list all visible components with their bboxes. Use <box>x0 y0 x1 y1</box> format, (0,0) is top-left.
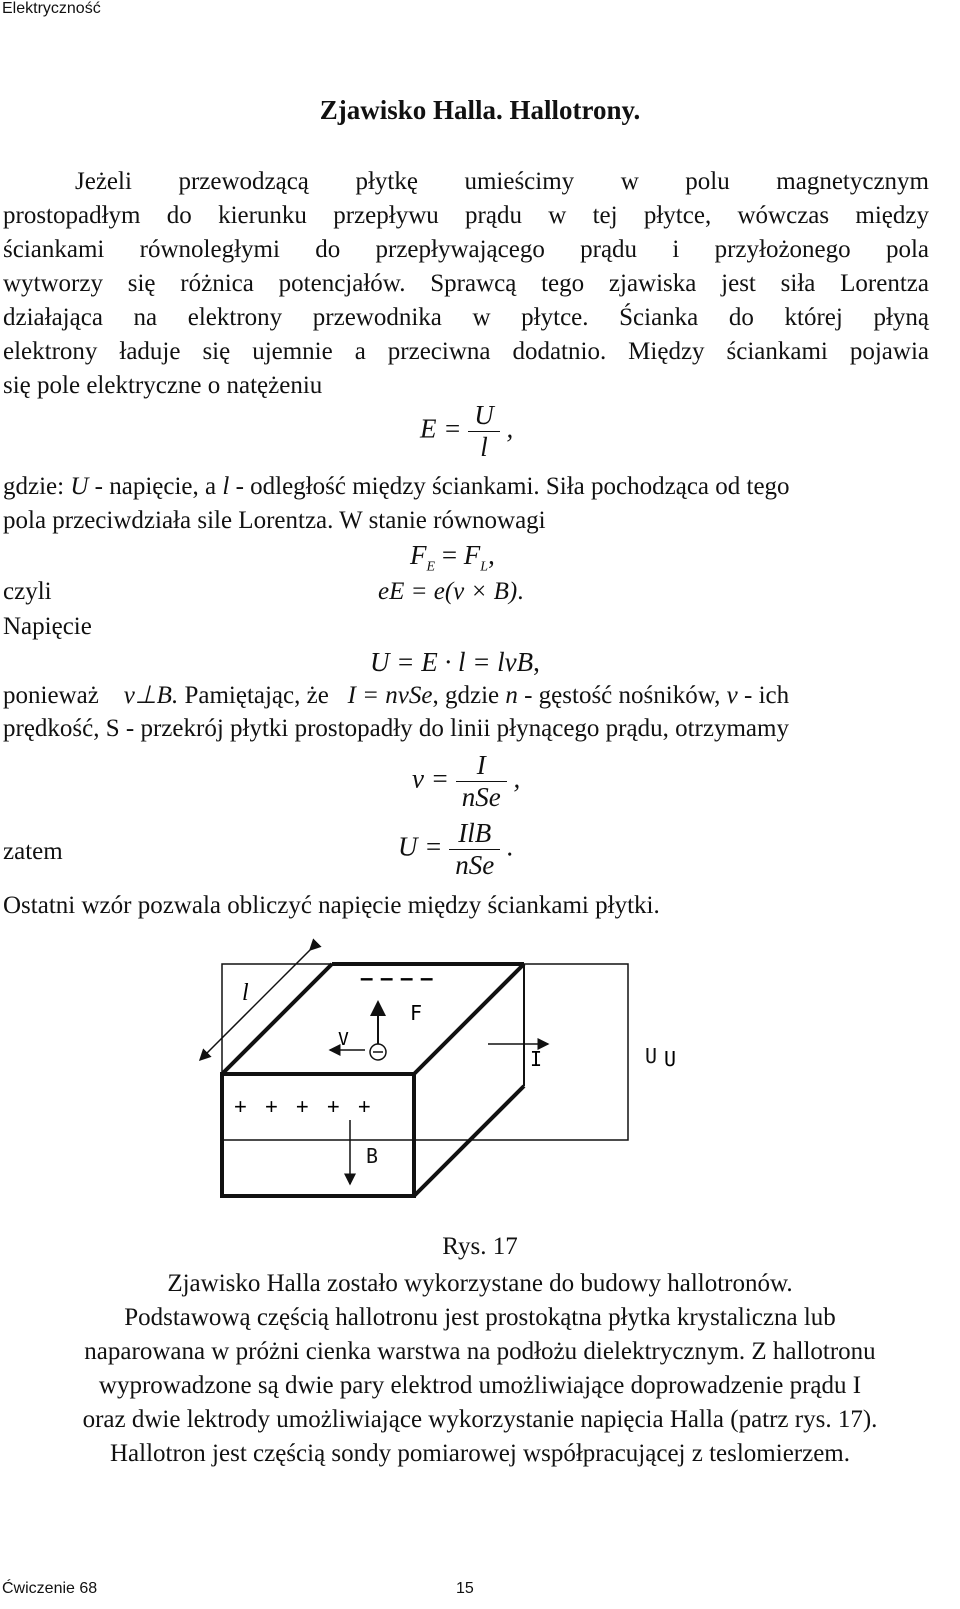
figure-caption: Rys. 17 <box>442 1233 518 1260</box>
formula-text: U = E · l = lvB <box>370 647 534 677</box>
equals-sign: = <box>435 540 464 570</box>
formula-lhs: U = <box>398 831 443 862</box>
formula-lhs: E = <box>420 413 462 444</box>
zatem-label: zatem <box>3 838 63 865</box>
symbol-n: n <box>505 682 518 709</box>
footer-exercise: Ćwiczenie 68 <box>2 1580 98 1597</box>
formula-velocity <box>412 750 520 813</box>
edge <box>414 1086 524 1196</box>
perpendicular-relation: v⊥B. <box>123 682 179 709</box>
text-segment: Pamiętając, że <box>178 682 336 709</box>
formula-tail: . <box>506 831 514 862</box>
formula-tail: , <box>506 413 514 444</box>
text-segment: , gdzie <box>432 682 506 709</box>
symbol-U: U <box>70 473 89 500</box>
text-segment: - gęstość nośników, <box>517 682 727 709</box>
label-V: V <box>338 1029 349 1050</box>
formula-tail: , <box>488 540 495 570</box>
numerator: IlB <box>458 818 492 848</box>
formula-text: eE = e(v × B) <box>378 578 518 605</box>
text-line: wyprowadzone są dwie pary elektrod umożliwiające doprowadzenie prądu I <box>98 1372 862 1399</box>
text-segment: ponieważ <box>3 682 99 709</box>
text-line: pola przeciwdziała sile Lorentza. W stanie równowagi <box>3 507 546 534</box>
label-l: l <box>242 980 249 1006</box>
minus-signs: – – – – <box>360 965 434 992</box>
plus-signs: + + + + + <box>234 1094 371 1119</box>
czyli-label: czyli <box>3 578 52 605</box>
text-line: prostopadłym do kierunku przepływu prądu w tej płytce, wówczas między <box>3 202 929 229</box>
formula-hall-voltage <box>398 818 514 881</box>
hall-effect-diagram <box>170 940 677 1190</box>
symbol-F: F <box>463 540 481 570</box>
front-face <box>222 1074 414 1196</box>
page-number: 15 <box>456 1580 474 1597</box>
edge <box>222 964 332 1074</box>
label-I: I <box>530 1047 543 1071</box>
page-title: Zjawisko Halla. Hallotrony. <box>319 95 641 125</box>
subscript-E: E <box>426 559 436 575</box>
running-header: Elektryczność <box>2 0 101 17</box>
text-line: działająca na elektrony przewodnika w płytce. Ścianka do której płyną <box>3 304 929 331</box>
formula-voltage <box>370 647 540 678</box>
text-line: Jeżeli przewodzącą płytkę umieścimy w polu magnetycznym <box>75 168 929 195</box>
definition-line <box>3 473 790 501</box>
text-line: Ostatni wzór pozwala obliczyć napięcie między ściankami płytki. <box>3 892 660 919</box>
subscript-L: L <box>480 559 489 575</box>
fraction <box>449 818 500 881</box>
text-line: Zjawisko Halla zostało wykorzystane do budowy hallotronów. <box>167 1270 793 1297</box>
label-U: U <box>664 1047 677 1071</box>
symbol-v: v <box>726 682 738 709</box>
text-line: prędkość, S - przekrój płytki prostopadły do linii płynącego prądu, otrzymamy <box>3 715 789 742</box>
formula-tail: . <box>517 578 524 605</box>
numerator: U <box>474 400 494 430</box>
text-segment: - ich <box>737 682 790 709</box>
text-line: ściankami równoległymi do przepływającego prądu i przyłożonego pola <box>3 236 929 263</box>
text-line: oraz dwie lektrody umożliwiające wykorzystanie napięcia Halla (patrz rys. 17). <box>82 1406 878 1433</box>
text-line: naparowana w próżni cienka warstwa na podłożu dielektrycznym. Z hallotronu <box>84 1338 876 1365</box>
label-U-outside: U <box>645 1044 658 1068</box>
outro-paragraph <box>0 1267 960 1471</box>
formula-lhs: v = <box>412 763 449 794</box>
intro-paragraph <box>3 165 929 403</box>
text-segment: - odległość między ściankami. Siła pochodząca od tego <box>229 473 790 500</box>
formula-tail: , <box>533 647 540 677</box>
fraction <box>468 400 500 463</box>
symbol-l: l <box>222 473 230 500</box>
poniewaz-line <box>3 680 789 710</box>
label-F: F <box>410 1001 423 1025</box>
text-line: się pole elektryczne o natężeniu <box>3 372 323 399</box>
formula-electric-field <box>420 400 513 463</box>
formula-force-balance <box>410 540 495 575</box>
text-line: Hallotron jest częścią sondy pomiarowej współpracującej z teslomierzem. <box>109 1440 850 1467</box>
denominator: nSe <box>449 849 500 881</box>
symbol-F: F <box>410 540 427 570</box>
numerator: I <box>476 750 486 780</box>
formula-tail: , <box>513 763 521 794</box>
text-segment: gdzie: <box>3 473 71 500</box>
text-segment: - napięcie, a <box>88 473 223 500</box>
text-line: wytworzy się różnica potencjałów. Sprawcą tego zjawiska jest siła Lorentza <box>3 270 929 297</box>
denominator: nSe <box>456 781 507 813</box>
text-line: Podstawową częścią hallotronu jest prostokątna płytka krystaliczna lub <box>124 1304 836 1331</box>
current-equation: I = nvSe <box>347 682 433 709</box>
denominator: l <box>468 431 500 463</box>
text-line: elektrony ładuje się ujemnie a przeciwna dodatnio. Między ściankami pojawia <box>3 338 929 365</box>
napiecie-label: Napięcie <box>3 613 92 640</box>
formula-lorentz <box>378 578 523 606</box>
fraction <box>456 750 507 813</box>
label-B: B <box>366 1144 379 1168</box>
